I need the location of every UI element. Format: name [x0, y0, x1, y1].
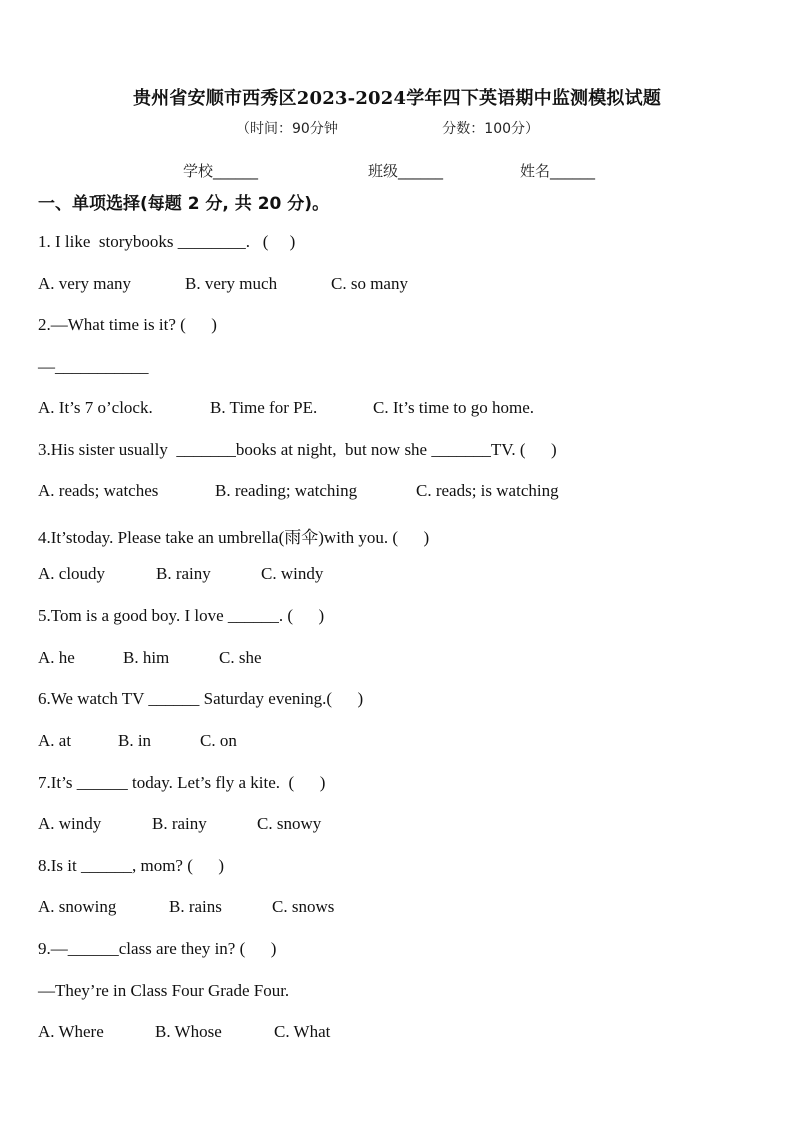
- question-2-option-c: C. It’s time to go home.: [373, 398, 535, 417]
- section-heading: 一、单项选择(每题 2 分, 共 20 分)。: [38, 194, 330, 214]
- question-2-option-a: A. It’s 7 o’clock.: [38, 398, 153, 417]
- question-7-stem: 7.It’s ______ today. Let’s fly a kite. ( ): [38, 773, 326, 792]
- exam-meta: [236, 118, 539, 138]
- question-9-option-a: A. Where: [38, 1022, 104, 1041]
- question-9-option-b: B. Whose: [155, 1022, 222, 1041]
- question-9-answer-line: —They’re in Class Four Grade Four.: [38, 981, 290, 1000]
- question-3-option-a: A. reads; watches: [38, 481, 159, 500]
- question-2-option-b: B. Time for PE.: [210, 398, 318, 417]
- question-9-option-c: C. What: [274, 1022, 331, 1041]
- question-2-answer-line: —___________: [38, 357, 149, 376]
- question-8-stem: 8.Is it ______, mom? ( ): [38, 856, 225, 875]
- question-5-option-a: A. he: [38, 648, 75, 667]
- exam-time: （时间：90分钟: [236, 121, 338, 137]
- question-1-stem: 1. I like storybooks ________. ( ): [38, 232, 296, 251]
- name-field: 姓名______: [520, 162, 596, 180]
- question-4-option-c: C. windy: [261, 564, 324, 583]
- question-1-option-b: B. very much: [185, 274, 278, 293]
- question-4-option-b: B. rainy: [156, 564, 211, 583]
- question-8-option-a: A. snowing: [38, 897, 117, 916]
- question-7-option-c: C. snowy: [257, 814, 322, 833]
- question-9-stem: 9.—______class are they in? ( ): [38, 939, 277, 958]
- school-field: 学校______: [183, 162, 259, 180]
- question-1-option-c: C. so many: [331, 274, 408, 293]
- question-6-option-c: C. on: [200, 731, 237, 750]
- question-3-option-b: B. reading; watching: [215, 481, 358, 500]
- question-7-option-b: B. rainy: [152, 814, 207, 833]
- question-8-option-b: B. rains: [169, 897, 222, 916]
- question-7-option-a: A. windy: [38, 814, 102, 833]
- question-5-option-c: C. she: [219, 648, 262, 667]
- question-6-option-a: A. at: [38, 731, 72, 750]
- question-8-option-c: C. snows: [272, 897, 335, 916]
- question-3-stem: 3.His sister usually _______books at night, but now she _______TV. ( ): [38, 440, 557, 459]
- question-4-option-a: A. cloudy: [38, 564, 106, 583]
- class-field: 班级______: [368, 162, 444, 180]
- question-6-stem: 6.We watch TV ______ Saturday evening.( ): [38, 689, 364, 708]
- question-6-option-b: B. in: [118, 731, 152, 750]
- question-1-option-a: A. very many: [38, 274, 132, 293]
- question-5-option-b: B. him: [123, 648, 170, 667]
- exam-score: 分数：100分）: [442, 121, 540, 137]
- question-4-stem: 4.It’stoday. Please take an umbrella(雨伞)with you. ( ): [38, 528, 430, 547]
- question-2-stem: 2.—What time is it? ( ): [38, 315, 217, 334]
- question-3-option-c: C. reads; is watching: [416, 481, 559, 500]
- exam-title: 贵州省安顺市西秀区2023-2024学年四下英语期中监测模拟试题: [132, 88, 662, 109]
- question-5-stem: 5.Tom is a good boy. I love ______. ( ): [38, 606, 325, 625]
